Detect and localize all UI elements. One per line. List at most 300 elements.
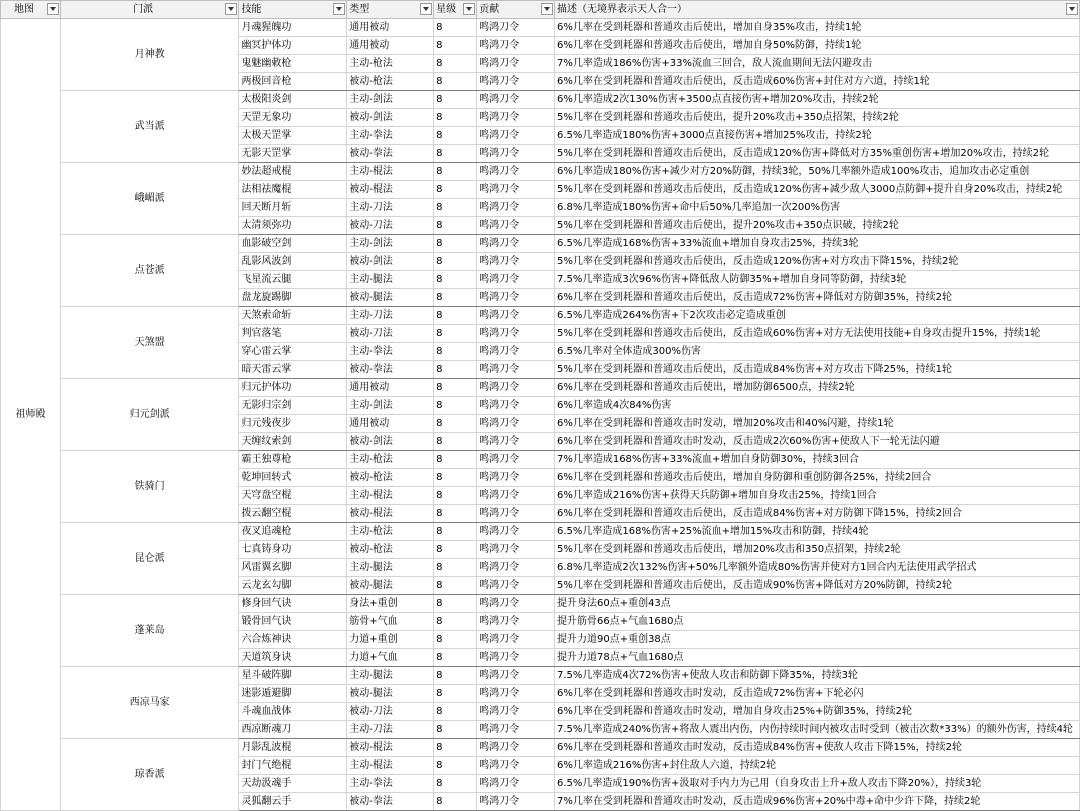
cell-star[interactable]: 8 [434,343,477,361]
cell-desc[interactable] [554,505,1079,523]
cell-skill[interactable]: 迷影遁避脚 [239,685,347,703]
cell-contrib[interactable]: 鸣鸿刀令 [477,523,555,541]
cell-desc[interactable] [554,73,1079,91]
cell-desc-text: 6%几率在受到耗器和普通攻击时发动，反击造成2次60%伤害+使敌人下一轮无法闪避 [556,436,940,447]
cell-skill[interactable]: 法相祛魔棍 [239,181,347,199]
cell-contrib[interactable]: 鸣鸿刀令 [477,127,555,145]
cell-star[interactable]: 8 [434,739,477,757]
cell-type[interactable]: 被动-刀法 [347,325,434,343]
cell-type[interactable]: 被动-拳法 [347,793,434,811]
cell-desc-text: 6.8%几率造成180%伤害+命中后50%几率追加一次200%伤害 [556,202,841,213]
cell-star[interactable]: 8 [434,361,477,379]
cell-desc-text: 6%几率造成216%伤害+封住敌人六道，持续2轮 [556,760,777,771]
cell-desc-text: 6%几率在受到耗器和普通攻击时发动，反击造成72%伤害+下轮必闪 [556,688,864,699]
cell-contrib[interactable]: 鸣鸿刀令 [477,685,555,703]
cell-contrib[interactable]: 鸣鸿刀令 [477,541,555,559]
cell-desc[interactable] [554,361,1079,379]
cell-contrib[interactable]: 鸣鸿刀令 [477,631,555,649]
cell-desc[interactable] [554,793,1079,811]
cell-sect[interactable]: 昆仑派 [60,523,239,595]
cell-contrib[interactable]: 鸣鸿刀令 [477,451,555,469]
table-row[interactable] [1,667,1080,685]
cell-desc-text: 6%几率在受到耗器和普通攻击后使出，增加自身50%防御，持续1轮 [556,40,862,51]
cell-skill[interactable]: 夜叉追魂枪 [239,523,347,541]
cell-desc-text: 提升力道78点+气血1680点 [556,652,684,663]
cell-type[interactable]: 主动-拳法 [347,343,434,361]
cell-star[interactable]: 8 [434,199,477,217]
cell-desc-text: 7%几率在受到耗器和普通攻击时发动，反击造成96%伤害+20%中毒+命中少许下降，持续2轮 [556,796,981,807]
cell-skill[interactable]: 幽冥护体功 [239,37,347,55]
cell-desc[interactable] [554,325,1079,343]
cell-type[interactable]: 被动-刀法 [347,217,434,235]
cell-desc-text: 6%几率在受到耗器和普通攻击后使出，增加自身防御和重创防御各25%，持续2回合 [556,472,932,483]
cell-desc[interactable] [554,757,1079,775]
cell-desc-text: 提升身法60点+重创43点 [556,598,671,609]
cell-skill[interactable]: 月影乱波棍 [239,739,347,757]
cell-star[interactable]: 8 [434,91,477,109]
cell-contrib[interactable]: 鸣鸿刀令 [477,253,555,271]
cell-type[interactable]: 主动-枪法 [347,523,434,541]
cell-star[interactable]: 8 [434,775,477,793]
cell-skill[interactable]: 天道筑身诀 [239,649,347,667]
header-row [1,1,1080,19]
cell-skill[interactable]: 血影破空剑 [239,235,347,253]
cell-desc[interactable] [554,55,1079,73]
cell-desc[interactable] [554,685,1079,703]
table-row[interactable] [1,91,1080,109]
cell-star[interactable]: 8 [434,631,477,649]
cell-desc[interactable] [554,271,1079,289]
cell-desc-text: 6%几率造成180%伤害+减少对方20%防御，持续3轮，50%几率额外造成100%攻击，追加攻击必定重创 [556,166,1030,177]
cell-contrib[interactable]: 鸣鸿刀令 [477,199,555,217]
cell-desc-text: 6%几率在受到耗器和普通攻击时发动，反击造成84%伤害+使敌人攻击下降15%，持续2轮 [556,742,963,753]
cell-skill[interactable]: 西凉断魂刀 [239,721,347,739]
cell-desc[interactable] [554,397,1079,415]
cell-skill[interactable]: 修身回气诀 [239,595,347,613]
cell-skill[interactable]: 七真铸身功 [239,541,347,559]
cell-star[interactable]: 8 [434,757,477,775]
cell-sect[interactable]: 武当派 [60,91,239,163]
cell-skill[interactable]: 灵狐翻云手 [239,793,347,811]
cell-type[interactable]: 主动-棍法 [347,163,434,181]
cell-star[interactable]: 8 [434,397,477,415]
cell-type[interactable]: 主动-刀法 [347,721,434,739]
cell-star[interactable]: 8 [434,433,477,451]
cell-contrib[interactable]: 鸣鸿刀令 [477,289,555,307]
cell-desc-text: 5%几率在受到耗器和普通攻击后使出，提升20%攻击+350点识破，持续2轮 [556,220,899,231]
cell-star[interactable]: 8 [434,73,477,91]
filter-dropdown-icon[interactable] [333,3,345,15]
cell-star[interactable]: 8 [434,469,477,487]
cell-sect[interactable]: 天煞盟 [60,307,239,379]
cell-contrib[interactable]: 鸣鸿刀令 [477,91,555,109]
cell-desc-text: 5%几率在受到耗器和普通攻击后使出，反击造成90%伤害+降低对方20%防御，持续2轮 [556,580,953,591]
filter-dropdown-icon[interactable] [463,3,475,15]
table-body [1,19,1080,811]
filter-dropdown-icon[interactable] [420,3,432,15]
table-row[interactable] [1,523,1080,541]
cell-sect[interactable]: 点苍派 [60,235,239,307]
cell-type[interactable]: 主动-刀法 [347,307,434,325]
cell-skill[interactable]: 天穹盘空棍 [239,487,347,505]
cell-type[interactable]: 被动-腿法 [347,577,434,595]
cell-desc-text: 6.8%几率造成2次132%伤害+50%几率额外造成80%伤害并使对方1回合内无法使用武学招式 [556,562,977,573]
cell-type[interactable]: 被动-腿法 [347,685,434,703]
cell-desc-text: 5%几率在受到耗器和普通攻击后使出，提升20%攻击+350点招架，持续2轮 [556,112,899,123]
cell-desc-text: 7.5%几率造成3次96%伤害+降低敌人防御35%+增加自身同等防御，持续3轮 [556,274,907,285]
filter-dropdown-icon[interactable] [1066,3,1078,15]
cell-type[interactable]: 被动-棍法 [347,505,434,523]
cell-desc[interactable] [554,91,1079,109]
cell-skill[interactable]: 飞星流云腿 [239,271,347,289]
cell-skill[interactable]: 斗魂血战体 [239,703,347,721]
cell-star[interactable]: 8 [434,685,477,703]
table-row[interactable] [1,307,1080,325]
cell-contrib[interactable]: 鸣鸿刀令 [477,397,555,415]
cell-skill[interactable]: 无影归宗剑 [239,397,347,415]
cell-skill[interactable]: 妙法超戒棍 [239,163,347,181]
table-row[interactable] [1,19,1080,37]
cell-type[interactable]: 被动-剑法 [347,253,434,271]
cell-skill[interactable]: 暗天雷云掌 [239,361,347,379]
cell-desc[interactable] [554,307,1079,325]
cell-star[interactable]: 8 [434,415,477,433]
cell-desc[interactable] [554,595,1079,613]
cell-skill[interactable]: 天罡无象功 [239,109,347,127]
cell-skill[interactable]: 太清须弥功 [239,217,347,235]
cell-sect[interactable]: 铁骑门 [60,451,239,523]
cell-skill[interactable]: 归元残夜步 [239,415,347,433]
cell-type[interactable]: 主动-腿法 [347,559,434,577]
cell-desc[interactable] [554,199,1079,217]
cell-type[interactable]: 被动-剑法 [347,109,434,127]
cell-desc[interactable] [554,343,1079,361]
cell-contrib[interactable]: 鸣鸿刀令 [477,379,555,397]
cell-contrib[interactable]: 鸣鸿刀令 [477,577,555,595]
header-star-label: 星级 [436,4,457,15]
cell-type[interactable]: 通用被动 [347,37,434,55]
cell-contrib[interactable]: 鸣鸿刀令 [477,415,555,433]
cell-desc-text: 5%几率在受到耗器和普通攻击后使出，反击造成120%伤害+降低对方35%重创伤害+增加20%攻击，持续2轮 [556,148,1049,159]
cell-type[interactable]: 通用被动 [347,379,434,397]
cell-skill[interactable]: 天缠纹索剑 [239,433,347,451]
cell-star[interactable]: 8 [434,559,477,577]
cell-skill[interactable]: 天煞索命斩 [239,307,347,325]
cell-star[interactable]: 8 [434,109,477,127]
cell-star[interactable]: 8 [434,577,477,595]
cell-desc[interactable] [554,415,1079,433]
cell-type[interactable]: 身法+重创 [347,595,434,613]
cell-star[interactable]: 8 [434,271,477,289]
cell-contrib[interactable]: 鸣鸿刀令 [477,667,555,685]
cell-desc-text: 5%几率在受到耗器和普通攻击后使出，反击造成120%伤害+减少敌人3000点防御+提升自身20%攻击，持续2轮 [556,184,1063,195]
cell-skill[interactable]: 无影天罡掌 [239,145,347,163]
cell-type[interactable]: 力道+重创 [347,631,434,649]
header-star [434,1,477,19]
cell-desc[interactable] [554,613,1079,631]
header-skill [239,1,347,19]
cell-contrib[interactable]: 鸣鸿刀令 [477,721,555,739]
cell-skill[interactable]: 天劫汲魂手 [239,775,347,793]
cell-desc[interactable] [554,145,1079,163]
cell-desc-text: 5%几率在受到耗器和普通攻击后使出，反击造成60%伤害+对方无法使用技能+自身攻击提升15%，持续1轮 [556,328,1041,339]
cell-skill[interactable]: 两极回音枪 [239,73,347,91]
cell-star[interactable]: 8 [434,127,477,145]
cell-type[interactable]: 被动-拳法 [347,145,434,163]
cell-desc-text: 6.5%几率造成180%伤害+3000点直接伤害+增加25%攻击，持续2轮 [556,130,872,141]
cell-desc[interactable] [554,469,1079,487]
cell-star[interactable]: 8 [434,487,477,505]
cell-type[interactable]: 主动-枪法 [347,451,434,469]
cell-type[interactable]: 力道+气血 [347,649,434,667]
cell-contrib[interactable]: 鸣鸿刀令 [477,235,555,253]
cell-sect[interactable]: 琼香派 [60,739,239,811]
cell-sect[interactable]: 西凉马家 [60,667,239,739]
cell-type[interactable]: 被动-腿法 [347,289,434,307]
cell-desc[interactable] [554,163,1079,181]
cell-skill[interactable]: 穿心雷云掌 [239,343,347,361]
cell-desc-text: 7.5%几率造成4次72%伤害+使敌人攻击和防御下降35%，持续3轮 [556,670,858,681]
cell-desc[interactable] [554,559,1079,577]
cell-contrib[interactable]: 鸣鸿刀令 [477,109,555,127]
cell-desc[interactable] [554,379,1079,397]
cell-contrib[interactable]: 鸣鸿刀令 [477,271,555,289]
cell-skill[interactable]: 判官落笔 [239,325,347,343]
cell-desc[interactable] [554,739,1079,757]
filter-dropdown-icon[interactable] [47,3,59,15]
cell-desc[interactable] [554,127,1079,145]
cell-desc-text: 6%几率在受到耗器和普通攻击后使出，反击造成72%伤害+降低对方防御35%，持续2轮 [556,292,953,303]
cell-desc-text: 6.5%几率造成190%伤害+汲取对手内力为己用（自身攻击上升+敌人攻击下降20%），持续3轮 [556,778,982,789]
cell-desc-text: 6%几率在受到耗器和普通攻击后使出，反击造成60%伤害+封住对方六道，持续1轮 [556,76,930,87]
cell-type[interactable]: 主动-拳法 [347,127,434,145]
filter-dropdown-icon[interactable] [541,3,553,15]
filter-dropdown-icon[interactable] [225,3,237,15]
cell-desc[interactable] [554,433,1079,451]
cell-type[interactable]: 主动-剑法 [347,235,434,253]
cell-type[interactable]: 主动-剑法 [347,91,434,109]
cell-contrib[interactable]: 鸣鸿刀令 [477,469,555,487]
header-contrib [477,1,555,19]
cell-skill[interactable]: 星斗破阵脚 [239,667,347,685]
cell-contrib[interactable]: 鸣鸿刀令 [477,505,555,523]
cell-star[interactable]: 8 [434,541,477,559]
table-row[interactable] [1,379,1080,397]
cell-desc-text: 6.5%几率造成168%伤害+33%流血+增加自身攻击25%，持续3轮 [556,238,859,249]
cell-skill[interactable]: 太极天罡掌 [239,127,347,145]
header-sect-label: 门派 [133,4,154,15]
cell-star[interactable]: 8 [434,595,477,613]
cell-contrib[interactable]: 鸣鸿刀令 [477,649,555,667]
cell-desc[interactable] [554,253,1079,271]
cell-contrib[interactable]: 鸣鸿刀令 [477,433,555,451]
header-type [347,1,434,19]
cell-type[interactable]: 主动-枪法 [347,55,434,73]
cell-desc[interactable] [554,721,1079,739]
header-desc-label: 描述（无境界表示天人合一） [556,4,687,15]
cell-type[interactable]: 通用被动 [347,415,434,433]
cell-desc-text: 5%几率在受到耗器和普通攻击后使出，反击造成84%伤害+对方攻击下降25%，持续1轮 [556,364,953,375]
cell-contrib[interactable]: 鸣鸿刀令 [477,775,555,793]
cell-contrib[interactable]: 鸣鸿刀令 [477,739,555,757]
cell-desc[interactable] [554,631,1079,649]
cell-desc-text: 7%几率造成186%伤害+33%流血三回合，敌人流血期间无法闪避攻击 [556,58,873,69]
cell-skill[interactable]: 太极阳炎剑 [239,91,347,109]
cell-skill[interactable]: 风雷翼玄脚 [239,559,347,577]
table-row[interactable] [1,163,1080,181]
cell-skill[interactable]: 拨云翻空棍 [239,505,347,523]
cell-desc[interactable] [554,523,1079,541]
cell-desc[interactable] [554,577,1079,595]
cell-desc[interactable] [554,181,1079,199]
cell-star[interactable]: 8 [434,217,477,235]
cell-star[interactable]: 8 [434,649,477,667]
cell-desc[interactable] [554,703,1079,721]
cell-skill[interactable]: 云龙玄勾脚 [239,577,347,595]
cell-desc[interactable] [554,217,1079,235]
cell-star[interactable]: 8 [434,505,477,523]
cell-type[interactable]: 主动-棍法 [347,757,434,775]
cell-desc-text: 6.5%几率造成264%伤害+下2次攻击必定造成重创 [556,310,786,321]
cell-skill[interactable]: 锻骨回气诀 [239,613,347,631]
cell-star[interactable]: 8 [434,703,477,721]
cell-star[interactable]: 8 [434,55,477,73]
table-row[interactable] [1,235,1080,253]
cell-sect[interactable]: 归元剑派 [60,379,239,451]
cell-desc-text: 6%几率造成2次130%伤害+3500点直接伤害+增加20%攻击，持续2轮 [556,94,879,105]
cell-desc[interactable] [554,109,1079,127]
cell-contrib[interactable]: 鸣鸿刀令 [477,55,555,73]
cell-star[interactable]: 8 [434,721,477,739]
cell-star[interactable]: 8 [434,307,477,325]
cell-desc[interactable] [554,37,1079,55]
cell-type[interactable]: 主动-刀法 [347,199,434,217]
cell-type[interactable]: 主动-棍法 [347,487,434,505]
cell-type[interactable]: 主动-拳法 [347,775,434,793]
cell-contrib[interactable]: 鸣鸿刀令 [477,757,555,775]
cell-type[interactable]: 被动-枪法 [347,469,434,487]
cell-desc[interactable] [554,775,1079,793]
cell-type[interactable]: 主动-剑法 [347,397,434,415]
cell-sect[interactable]: 月神教 [60,19,239,91]
table-row[interactable] [1,595,1080,613]
cell-skill[interactable]: 乾坤回转式 [239,469,347,487]
cell-contrib[interactable]: 鸣鸿刀令 [477,73,555,91]
header-contrib-label: 贡献 [479,4,500,15]
cell-map[interactable]: 祖师殿 [1,19,61,811]
cell-type[interactable]: 被动-棍法 [347,739,434,757]
cell-desc-text: 6%几率造成216%伤害+获得天兵防御+增加自身攻击25%，持续1回合 [556,490,877,501]
cell-star[interactable]: 8 [434,253,477,271]
cell-star[interactable]: 8 [434,793,477,811]
cell-contrib[interactable]: 鸣鸿刀令 [477,217,555,235]
cell-contrib[interactable]: 鸣鸿刀令 [477,307,555,325]
cell-type[interactable]: 筋骨+气血 [347,613,434,631]
cell-contrib[interactable]: 鸣鸿刀令 [477,325,555,343]
cell-contrib[interactable]: 鸣鸿刀令 [477,361,555,379]
cell-contrib[interactable]: 鸣鸿刀令 [477,487,555,505]
cell-star[interactable]: 8 [434,163,477,181]
cell-skill[interactable]: 封门气绝棍 [239,757,347,775]
cell-desc-text: 6%几率造成4次84%伤害 [556,400,672,411]
cell-sect[interactable]: 峨嵋派 [60,163,239,235]
cell-type[interactable]: 被动-刀法 [347,703,434,721]
cell-desc-text: 6%几率在受到耗器和普通攻击后使出，反击造成84%伤害+对方防御下降15%，持续2回合 [556,508,963,519]
cell-type[interactable]: 主动-腿法 [347,667,434,685]
cell-desc[interactable] [554,541,1079,559]
cell-skill[interactable]: 霸王独尊枪 [239,451,347,469]
cell-desc-text: 6%几率在受到耗器和普通攻击后使出，增加防御6500点，持续2轮 [556,382,855,393]
cell-contrib[interactable]: 鸣鸿刀令 [477,37,555,55]
cell-type[interactable]: 被动-剑法 [347,433,434,451]
cell-type[interactable]: 主动-腿法 [347,271,434,289]
cell-contrib[interactable]: 鸣鸿刀令 [477,343,555,361]
cell-contrib[interactable]: 鸣鸿刀令 [477,145,555,163]
cell-star[interactable]: 8 [434,667,477,685]
cell-type[interactable]: 被动-枪法 [347,541,434,559]
table-row[interactable] [1,451,1080,469]
cell-desc[interactable] [554,289,1079,307]
cell-desc[interactable] [554,19,1079,37]
cell-star[interactable]: 8 [434,379,477,397]
cell-desc[interactable] [554,235,1079,253]
header-map-label: 地图 [13,4,34,15]
cell-type[interactable]: 被动-拳法 [347,361,434,379]
cell-skill[interactable]: 乱影风波剑 [239,253,347,271]
cell-desc[interactable] [554,487,1079,505]
cell-star[interactable]: 8 [434,181,477,199]
cell-star[interactable]: 8 [434,145,477,163]
cell-desc[interactable] [554,667,1079,685]
cell-star[interactable]: 8 [434,235,477,253]
cell-contrib[interactable]: 鸣鸿刀令 [477,613,555,631]
cell-skill[interactable]: 回天断月斩 [239,199,347,217]
header-desc [554,1,1079,19]
cell-star[interactable]: 8 [434,289,477,307]
header-skill-label: 技能 [241,4,262,15]
cell-contrib[interactable]: 鸣鸿刀令 [477,181,555,199]
cell-sect[interactable]: 蓬莱岛 [60,595,239,667]
cell-desc-text: 7%几率造成168%伤害+33%流血+增加自身防御30%，持续3回合 [556,454,859,465]
cell-star[interactable]: 8 [434,37,477,55]
cell-skill[interactable]: 鬼魅幽敕枪 [239,55,347,73]
cell-contrib[interactable]: 鸣鸿刀令 [477,163,555,181]
cell-skill[interactable]: 归元护体功 [239,379,347,397]
cell-type[interactable]: 通用被动 [347,19,434,37]
cell-desc-text: 6%几率在受到耗器和普通攻击时发动，增加20%攻击和40%闪避，持续1轮 [556,418,894,429]
cell-star[interactable]: 8 [434,19,477,37]
cell-contrib[interactable]: 鸣鸿刀令 [477,559,555,577]
cell-star[interactable]: 8 [434,451,477,469]
cell-skill[interactable]: 月魂猩魄功 [239,19,347,37]
cell-type[interactable]: 被动-棍法 [347,181,434,199]
cell-contrib[interactable]: 鸣鸿刀令 [477,703,555,721]
cell-contrib[interactable]: 鸣鸿刀令 [477,793,555,811]
cell-contrib[interactable]: 鸣鸿刀令 [477,595,555,613]
cell-contrib[interactable]: 鸣鸿刀令 [477,19,555,37]
table-row[interactable] [1,739,1080,757]
cell-star[interactable]: 8 [434,523,477,541]
cell-star[interactable]: 8 [434,325,477,343]
header-map [1,1,61,19]
cell-desc[interactable] [554,451,1079,469]
cell-skill[interactable]: 盘龙旋踢脚 [239,289,347,307]
cell-star[interactable]: 8 [434,613,477,631]
cell-desc[interactable] [554,649,1079,667]
cell-type[interactable]: 被动-枪法 [347,73,434,91]
header-sect [60,1,239,19]
cell-skill[interactable]: 六合炼神诀 [239,631,347,649]
